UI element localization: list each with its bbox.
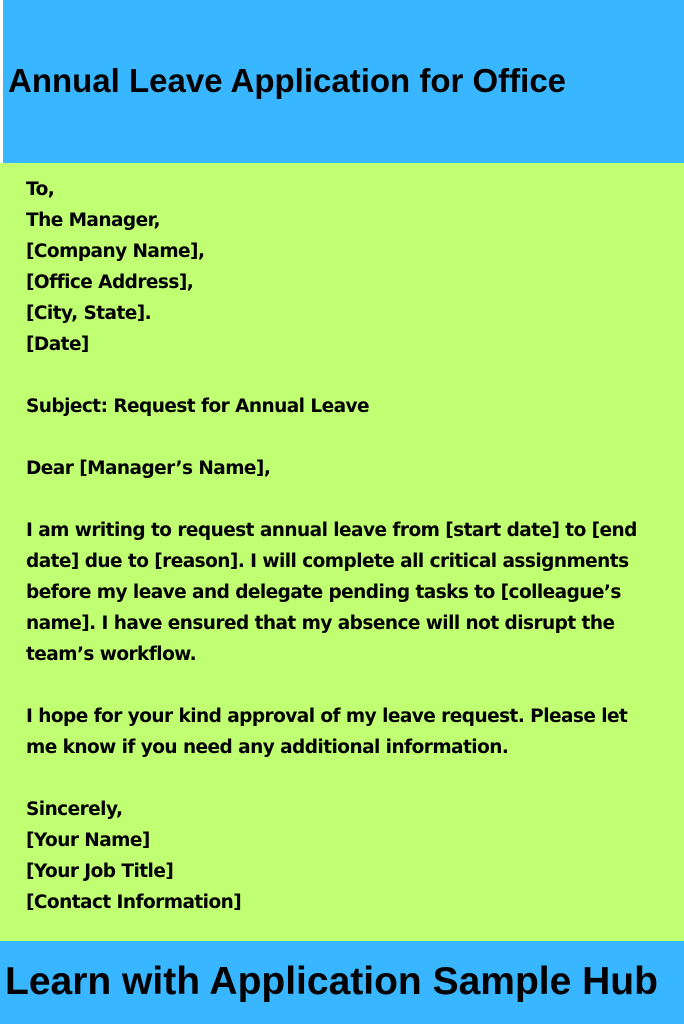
address-line: [Office Address], bbox=[26, 272, 194, 293]
paragraph-line: I hope for your kind approval of my leave request. Please let bbox=[26, 706, 628, 727]
paragraph-line: before my leave and delegate pending tasks to [colleague’s bbox=[26, 582, 621, 603]
salutation bbox=[26, 453, 641, 484]
address-line: [City, State]. bbox=[26, 303, 152, 324]
paragraph-line: team’s workflow. bbox=[26, 644, 197, 665]
footer-banner bbox=[0, 941, 684, 1024]
subject-text: Subject: Request for Annual Leave bbox=[26, 396, 370, 417]
footer-text: Learn with Application Sample Hub bbox=[5, 960, 658, 1003]
signature-job-title: [Your Job Title] bbox=[26, 861, 174, 882]
address-line: [Company Name], bbox=[26, 241, 205, 262]
closing-text: Sincerely, bbox=[26, 799, 123, 820]
page-title: Annual Leave Application for Office bbox=[8, 62, 567, 99]
signature-contact: [Contact Information] bbox=[26, 892, 242, 913]
paragraph-line: me know if you need any additional information. bbox=[26, 737, 509, 758]
paragraph-line: date] due to [reason]. I will complete all critical assignments bbox=[26, 551, 629, 572]
header-banner bbox=[3, 0, 684, 163]
recipient-address bbox=[26, 174, 641, 360]
paragraph-line: name]. I have ensured that my absence will not disrupt the bbox=[26, 613, 615, 634]
paragraph-line: I am writing to request annual leave from [start date] to [end bbox=[26, 520, 637, 541]
letter-date: [Date] bbox=[26, 334, 89, 355]
letter-panel bbox=[0, 163, 684, 941]
subject-line bbox=[26, 391, 641, 422]
signature-block bbox=[26, 794, 641, 918]
address-line: The Manager, bbox=[26, 210, 160, 231]
body-paragraph-1 bbox=[26, 515, 641, 670]
salutation-text: Dear [Manager’s Name], bbox=[26, 458, 271, 479]
signature-name: [Your Name] bbox=[26, 830, 150, 851]
address-line: To, bbox=[26, 179, 55, 200]
letter-body bbox=[26, 174, 641, 918]
body-paragraph-2 bbox=[26, 701, 641, 763]
